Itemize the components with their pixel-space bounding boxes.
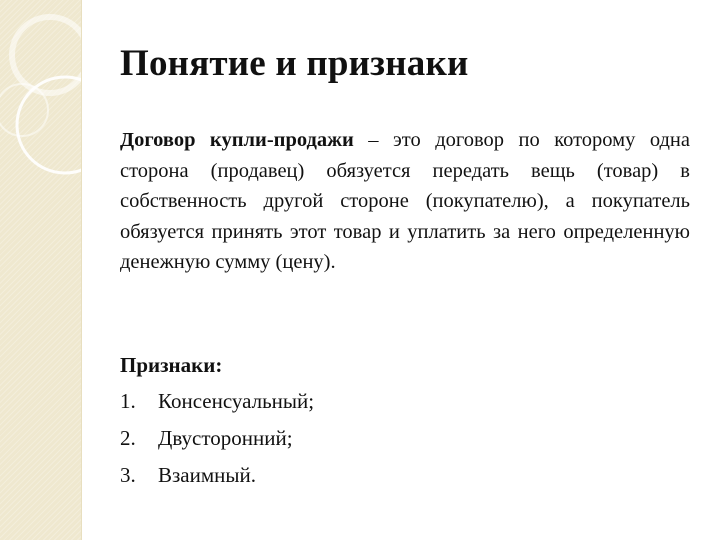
definition-paragraph bbox=[120, 125, 690, 278]
feature-item bbox=[120, 420, 680, 457]
definition-term: Договор купли-продажи bbox=[120, 129, 354, 151]
decorative-sidebar bbox=[0, 0, 81, 540]
features-list bbox=[120, 383, 680, 494]
sidebar-divider bbox=[81, 0, 82, 540]
features-block bbox=[120, 347, 680, 494]
ring-faint bbox=[0, 84, 48, 136]
feature-item bbox=[120, 457, 680, 494]
feature-item bbox=[120, 383, 680, 420]
feature-number: 3. bbox=[120, 463, 136, 487]
slide-title: Понятие и признаки bbox=[120, 43, 469, 84]
decorative-rings bbox=[0, 0, 81, 200]
definition-text: – это договор по которому одна сторона (продавец) обязуется передать вещь (товар) в собственность другой стороне (покупателю), а покупатель обязуется принять этот товар и уплатить за него определенную денежную сумму (цену). bbox=[120, 129, 690, 273]
feature-label: Взаимный. bbox=[158, 463, 256, 487]
feature-label: Двусторонний; bbox=[158, 426, 293, 450]
features-heading: Признаки: bbox=[120, 353, 223, 377]
feature-number: 1. bbox=[120, 389, 136, 413]
feature-label: Консенсуальный; bbox=[158, 389, 315, 413]
feature-number: 2. bbox=[120, 426, 136, 450]
